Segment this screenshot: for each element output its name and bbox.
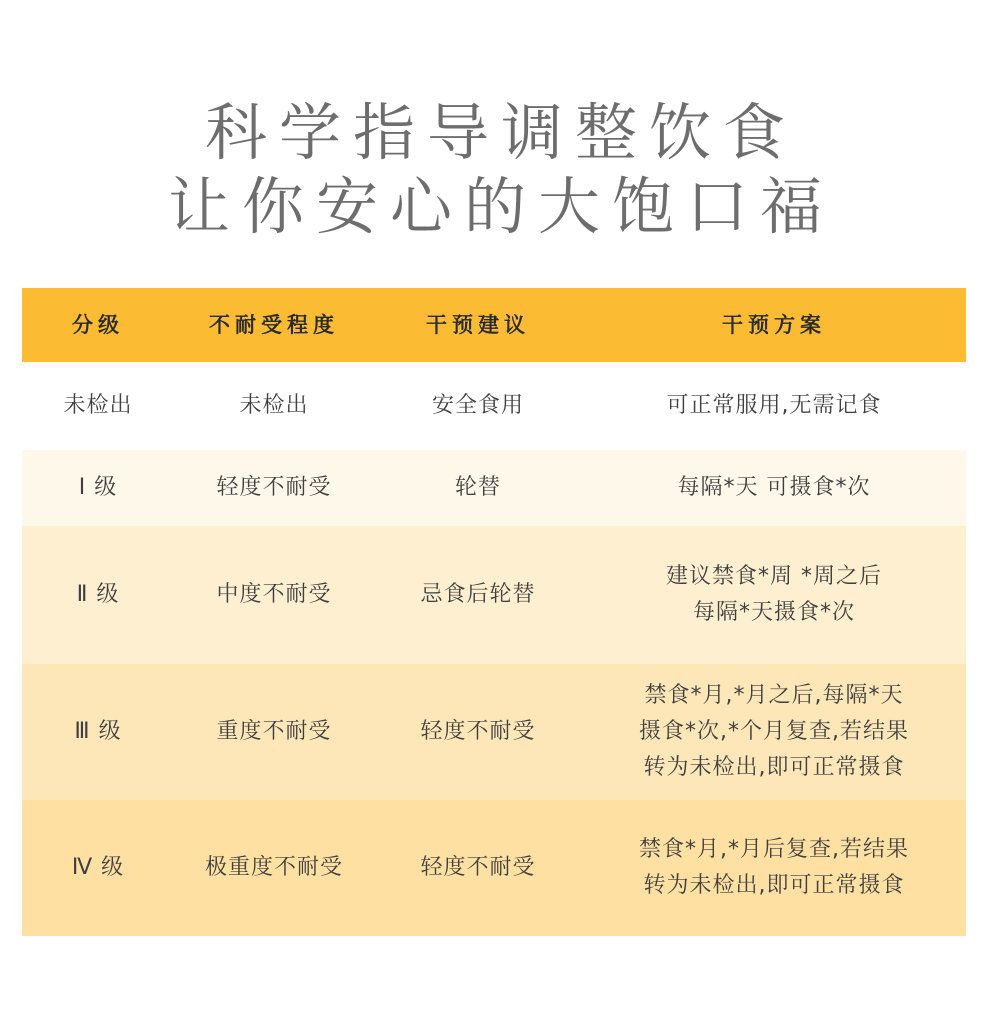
plan-line: 每隔*天 可摄食*次 <box>677 475 871 500</box>
degree-cell: 重度不耐受 <box>216 719 332 744</box>
table-row <box>22 800 966 936</box>
table-row <box>22 362 966 450</box>
table-row <box>22 450 966 526</box>
level-cell: 未检出 <box>63 393 133 418</box>
plan-line: 转为未检出,即可正常摄食 <box>643 873 905 898</box>
plan-cell <box>582 832 966 904</box>
level-cell: Ⅰ 级 <box>78 475 118 500</box>
headline-line-1: 科学指导调整饮食 <box>204 96 797 169</box>
plan-line: 每隔*天摄食*次 <box>692 600 855 625</box>
plan-line: 禁食*月,*月之后,每隔*天 <box>644 683 904 708</box>
headline-line-2: 让你安心的大饱口福 <box>167 170 834 243</box>
degree-cell: 中度不耐受 <box>216 582 332 607</box>
advice-cell: 轮替 <box>454 475 501 500</box>
plan-line: 可正常服用,无需记食 <box>666 393 882 418</box>
plan-line: 建议禁食*周 *周之后 <box>666 564 882 589</box>
intervention-table <box>22 288 966 936</box>
header-plan: 干预方案 <box>722 313 826 337</box>
plan-line: 禁食*月,*月后复查,若结果 <box>639 837 909 862</box>
headline <box>0 96 990 244</box>
header-degree: 不耐受程度 <box>209 313 339 337</box>
level-cell: Ⅱ 级 <box>76 582 120 607</box>
level-cell: Ⅲ 级 <box>74 719 122 744</box>
plan-cell <box>582 470 966 506</box>
advice-cell: 轻度不耐受 <box>420 855 536 880</box>
table-row <box>22 526 966 664</box>
plan-line: 转为未检出,即可正常摄食 <box>643 755 905 780</box>
advice-cell: 忌食后轮替 <box>420 582 536 607</box>
level-cell: Ⅳ 级 <box>71 855 125 880</box>
table-row <box>22 664 966 800</box>
plan-cell <box>582 388 966 424</box>
advice-cell: 轻度不耐受 <box>420 719 536 744</box>
plan-line: 摄食*次,*个月复查,若结果 <box>639 719 909 744</box>
table-header-row <box>22 288 966 362</box>
degree-cell: 轻度不耐受 <box>216 475 332 500</box>
degree-cell: 极重度不耐受 <box>204 855 343 880</box>
degree-cell: 未检出 <box>239 393 309 418</box>
plan-cell <box>582 678 966 786</box>
header-level: 分级 <box>72 313 124 337</box>
advice-cell: 安全食用 <box>431 393 524 418</box>
header-advice: 干预建议 <box>426 313 530 337</box>
plan-cell <box>582 559 966 631</box>
